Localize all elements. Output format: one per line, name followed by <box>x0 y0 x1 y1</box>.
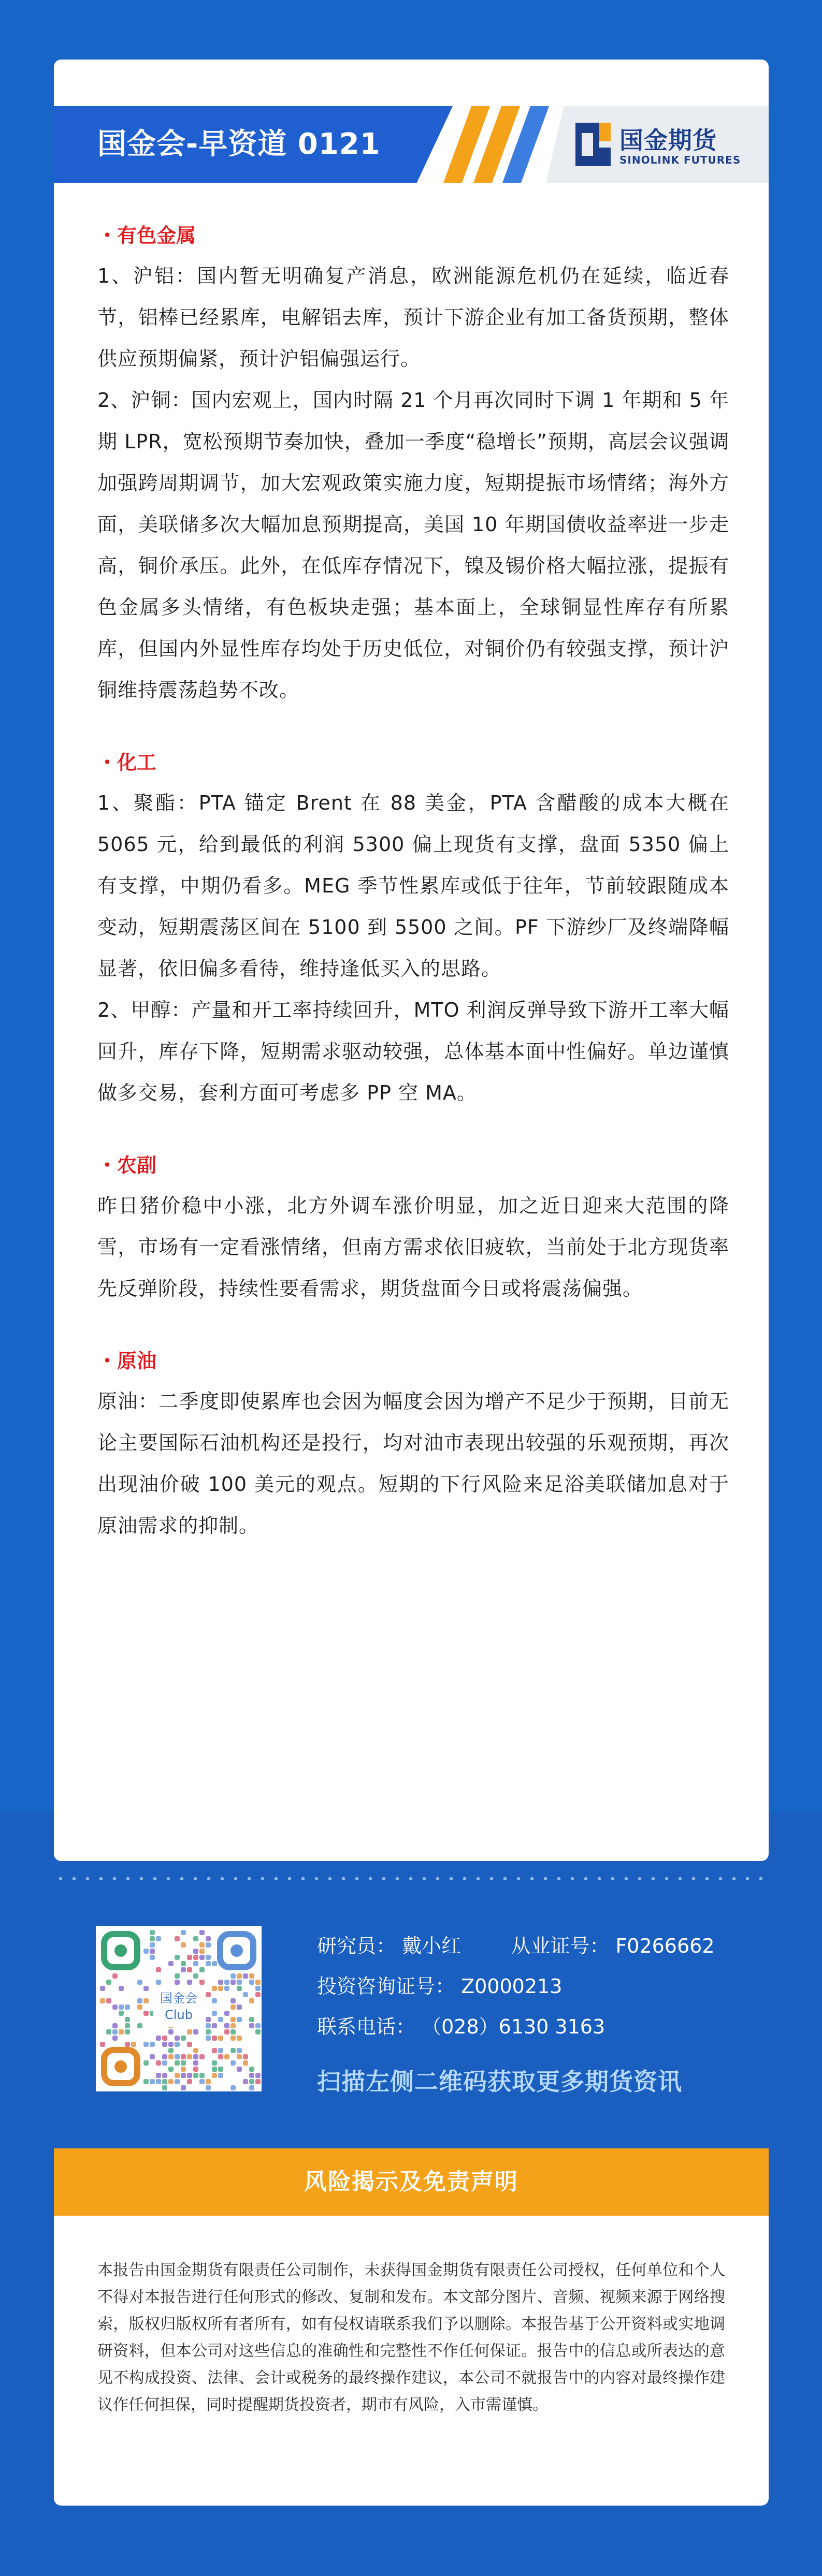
phone-number: （028）6130 3163 <box>422 2015 605 2038</box>
section-title: ・有色金属 <box>97 224 196 247</box>
researcher-name: 戴小红 <box>402 1935 462 1957</box>
section-agriculture <box>97 1150 729 1309</box>
disclaimer-text: 本报告由国金期货有限责任公司制作，未获得国金期货有限责任公司授权，任何单位和个人不得对本报告进行任何形式的修改、复制和发布。本文部分图片、音频、视频来源于网络搜索，版权归版权所有者所有，如有侵权请联系我们予以删除。本报告基于公开资料或实地调研资料，但本公司对这些信息的准确性和完整性不作任何保证。报告中的信息或所表达的意见不构成投资、法律、会计或税务的最终操作建议，本公司不就报告中的内容对最终操作建议作任何担保，同时提醒期货投资者，期市有风险，入市需谨慎。 <box>97 2261 725 2414</box>
section-chemicals <box>97 747 729 1114</box>
qr-center-label: Club <box>165 2008 193 2022</box>
consult-line <box>317 1966 742 2007</box>
researcher-line <box>317 1926 742 1966</box>
report-header <box>54 106 769 183</box>
contact-info <box>317 1926 742 2047</box>
disclaimer-banner: 风险揭示及免责声明 <box>54 2148 769 2216</box>
license-label: 从业证号： <box>511 1935 610 1957</box>
section-paragraph: 昨日猪价稳中小涨，北方外调车涨价明显，加之近日迎来大范围的降雪，市场有一定看涨情绪，但南方需求依旧疲软，当前处于北方现货率先反弹阶段，持续性要看需求，期货盘面今日或将震荡偏强。 <box>97 1194 729 1300</box>
section-paragraph: 2、沪铜：国内宏观上，国内时隔 21 个月再次同时下调 1 年期和 5 年期 LPR，宽松预期节奏加快，叠加一季度“稳增长”预期，高层会议强调加强跨周期调节，加大宏观政策实施力度，短期提振市场情绪；海外方面，美联储多次大幅加息预期提高，美国 10 年期国债收益率进一步走高，铜价承压。此外，在低库存情况下，镍及锡价格大幅拉涨，提振有色金属多头情绪，有色板块走强；基本面上，全球铜显性库存有所累库，但国内外显性库存均处于历史低位，对铜价仍有较强支撑，预计沪铜维持震荡趋势不改。 <box>97 389 729 701</box>
section-paragraph: 1、聚酯：PTA 锚定 Brent 在 88 美金，PTA 含醋酸的成本大概在 5065 元，给到最低的利润 5300 偏上现货有支撑，盘面 5350 偏上有支撑，中期仍看多。MEG 季节性累库或低于往年，节前较跟随成本变动，短期震荡区间在 5100 到 5500 之间。PF 下游纱厂及终端降幅显著，依旧偏多看待，维持逢低买入的思路。 <box>97 792 729 980</box>
scan-qr-tip: 扫描左侧二维码获取更多期货资讯 <box>317 2068 682 2096</box>
dotted-divider <box>54 1877 769 1881</box>
phone-label: 联系电话： <box>317 2015 416 2038</box>
disclaimer-box <box>54 2216 769 2506</box>
researcher-label: 研究员： <box>317 1935 396 1957</box>
consult-label: 投资咨询证号： <box>317 1975 455 1998</box>
report-title: 国金会-早资道 0121 <box>97 127 381 161</box>
section-nonferrous <box>97 220 729 711</box>
logo-english-name: SINOLINK FUTURES <box>619 154 741 166</box>
consult-number: Z0000213 <box>461 1975 563 1998</box>
section-title: ・农副 <box>97 1154 157 1177</box>
report-card <box>54 60 769 1861</box>
license-number: F0266662 <box>615 1935 715 1957</box>
section-title: ・化工 <box>97 751 157 774</box>
section-crude-oil <box>97 1345 729 1546</box>
section-paragraph: 1、沪铝：国内暂无明确复产消息，欧洲能源危机仍在延续，临近春节，铝棒已经累库，电解铝去库，预计下游企业有加工备货预期，整体供应预期偏紧，预计沪铝偏强运行。 <box>97 265 729 370</box>
phone-line <box>317 2007 742 2047</box>
section-title: ・原油 <box>97 1350 157 1372</box>
report-content <box>97 220 729 1583</box>
qr-center-label: 国金会 <box>160 1991 197 2006</box>
sinolink-logo-icon <box>574 122 612 167</box>
section-paragraph: 2、甲醇：产量和开工率持续回升，MTO 利润反弹导致下游开工率大幅回升，库存下降，短期需求驱动较强，总体基本面中性偏好。单边谨慎做多交易，套利方面可考虑多 PP 空 MA。 <box>97 999 729 1104</box>
section-paragraph: 原油：二季度即使累库也会因为幅度会因为增产不足少于预期，目前无论主要国际石油机构还是投行，均对油市表现出较强的乐观预期，再次出现油价破 100 美元的观点。短期的下行风险来足浴美联储加息对于原油需求的抑制。 <box>97 1390 729 1537</box>
logo-chinese-name: 国金期货 <box>619 126 717 154</box>
qr-code-icon[interactable] <box>96 1926 262 2091</box>
